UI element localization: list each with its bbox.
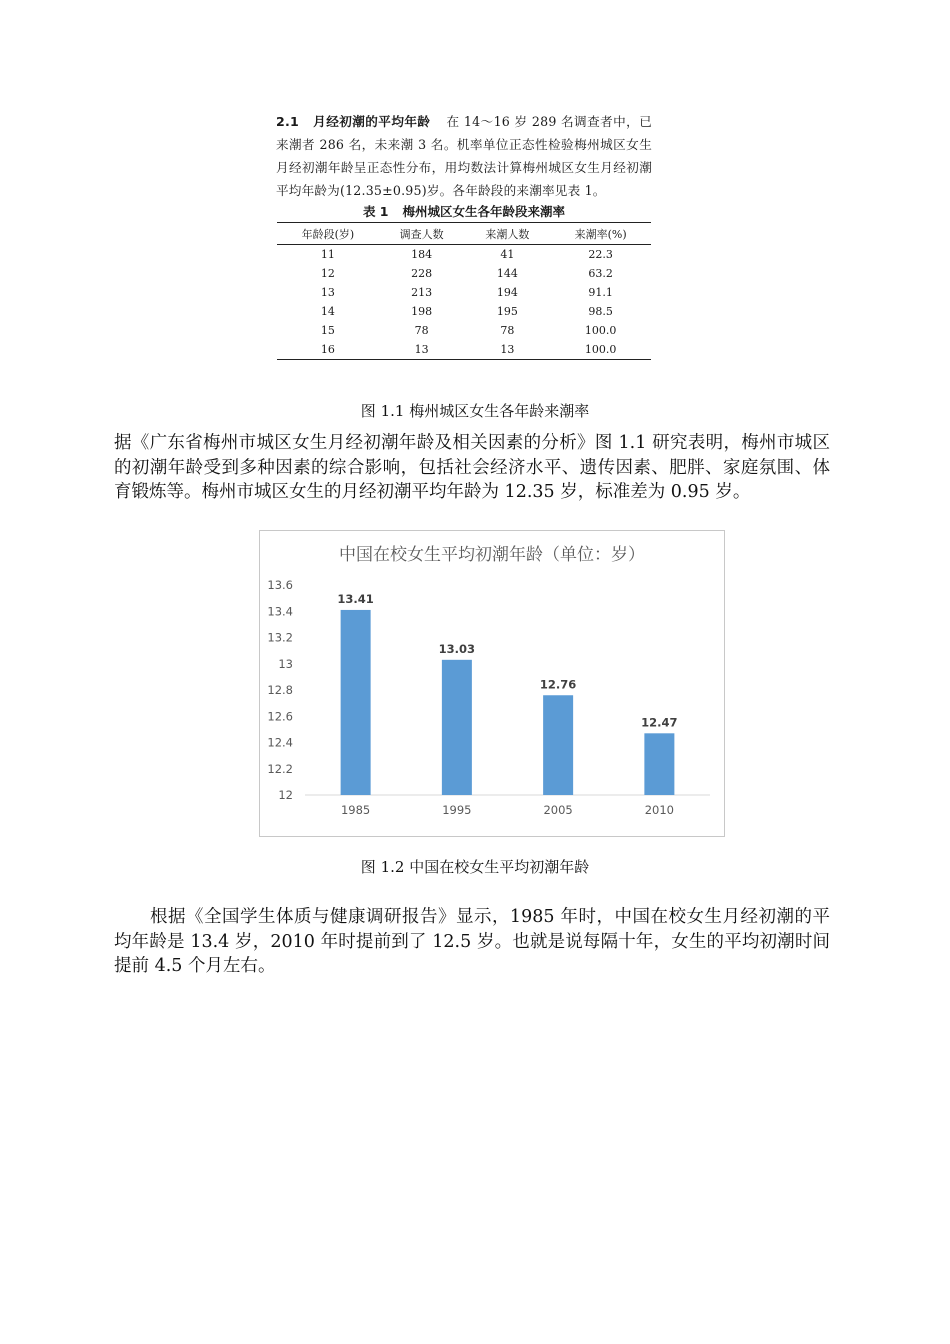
table-cell: 13	[464, 340, 550, 360]
y-tick-label: 13.6	[267, 578, 293, 592]
data-label: 13.41	[337, 591, 374, 606]
x-tick-label: 1995	[442, 803, 472, 817]
table-row	[277, 245, 651, 265]
bar-2005	[543, 695, 573, 795]
excerpt-paragraph	[276, 110, 652, 202]
bar-chart	[259, 530, 725, 837]
data-label: 12.47	[641, 715, 678, 730]
table-cell: 13	[379, 340, 465, 360]
x-tick-label: 1985	[340, 803, 371, 817]
data-label: 12.76	[539, 677, 577, 692]
table-caption	[276, 202, 652, 222]
table-cell: 91.1	[588, 286, 613, 299]
journal-excerpt-image	[276, 110, 652, 385]
table-number: 表 1	[362, 204, 389, 219]
y-axis	[267, 578, 710, 802]
table-cell: 98.5	[588, 305, 613, 318]
excerpt-text: 已来潮者 286 名，未来潮 3 名。机率单位正态性检验梅州城区女生月经初潮年龄呈正态性分布，用均数法计算梅州城区女生月经初潮平均年龄为(12.35±0.95)岁。各年龄段的来潮率见表 1。	[276, 114, 652, 198]
y-tick-label: 12	[278, 788, 293, 802]
table-cell: 198	[411, 305, 433, 318]
excerpt-line1: 在 14～16 岁 289 名调查者中，	[446, 114, 640, 129]
chart-title: 中国在校女生平均初潮年龄（单位：岁）	[339, 545, 645, 565]
table-header-row	[277, 223, 651, 245]
table-cell: 184	[411, 248, 433, 261]
table-cell: 41	[500, 248, 515, 261]
table-row	[277, 302, 651, 321]
table-row	[277, 264, 651, 283]
y-tick-label: 12.2	[267, 761, 293, 776]
y-tick-label: 12.8	[267, 683, 293, 697]
table-cell: 228	[411, 267, 433, 280]
table-cell: 195	[496, 305, 518, 318]
bar-1995	[442, 660, 472, 795]
y-tick-label: 12.6	[267, 709, 293, 724]
table-header-cell: 来潮率(%)	[550, 223, 651, 245]
table-cell: 78	[414, 324, 429, 337]
x-axis	[341, 803, 674, 817]
table-cell: 14	[320, 305, 335, 318]
paragraph-1: 据《广东省梅州市城区女生月经初潮年龄及相关因素的分析》图 1.1 研究表明，梅州市城区的初潮年龄受到多种因素的综合影响，包括社会经济水平、遗传因素、肥胖、家庭氛围、体育锻炼等。梅州市城区女生的月经初潮平均年龄为 12.35 岁，标准差为 0.95 岁。	[114, 433, 830, 502]
table-cell: 100.0	[550, 340, 651, 360]
table-cell: 78	[500, 324, 515, 337]
table-cell: 194	[496, 286, 518, 299]
data-label: 13.03	[438, 641, 476, 656]
table-cell: 22.3	[588, 248, 613, 261]
bar-2010	[644, 733, 674, 795]
y-tick-label: 13.2	[267, 630, 293, 645]
menarche-rate-table	[277, 222, 651, 360]
table-row	[277, 340, 651, 360]
bars	[337, 592, 677, 795]
table-row	[277, 321, 651, 340]
bar-1985	[341, 610, 371, 795]
table-row	[277, 283, 651, 302]
section-number: 2.1	[276, 114, 299, 129]
table-cell: 100.0	[584, 324, 617, 337]
table-header-cell: 来潮人数	[464, 223, 550, 245]
y-tick-label: 13	[278, 656, 293, 671]
x-tick-label: 2005	[543, 803, 573, 817]
table-header-cell: 年龄段(岁)	[277, 223, 379, 245]
y-tick-label: 13.4	[267, 604, 293, 619]
table-header-cell: 调查人数	[379, 223, 465, 245]
table-cell: 15	[320, 324, 335, 337]
table-cell: 13	[320, 286, 335, 299]
bar-chart-svg	[260, 531, 724, 836]
table-cell: 144	[496, 267, 518, 280]
figure-1-caption: 图 1.1 梅州城区女生各年龄来潮率	[360, 402, 590, 420]
table-cell: 11	[320, 248, 335, 261]
y-tick-label: 12.4	[267, 735, 293, 750]
table-title: 梅州城区女生各年龄段来潮率	[402, 204, 566, 219]
figure-2-caption: 图 1.2 中国在校女生平均初潮年龄	[360, 858, 590, 876]
table-cell: 63.2	[588, 267, 613, 280]
paragraph-2: 根据《全国学生体质与健康调研报告》显示，1985 年时，中国在校女生月经初潮的平均年龄是 13.4 岁，2010 年时提前到了 12.5 岁。也就是说每隔十年，女生的平均初潮时间提前 4.5 个月左右。	[114, 907, 830, 976]
table-cell: 213	[411, 286, 433, 299]
table-cell: 12	[320, 267, 335, 280]
table-cell: 16	[277, 340, 379, 360]
section-title: 月经初潮的平均年龄	[312, 114, 431, 129]
x-tick-label: 2010	[644, 803, 675, 817]
